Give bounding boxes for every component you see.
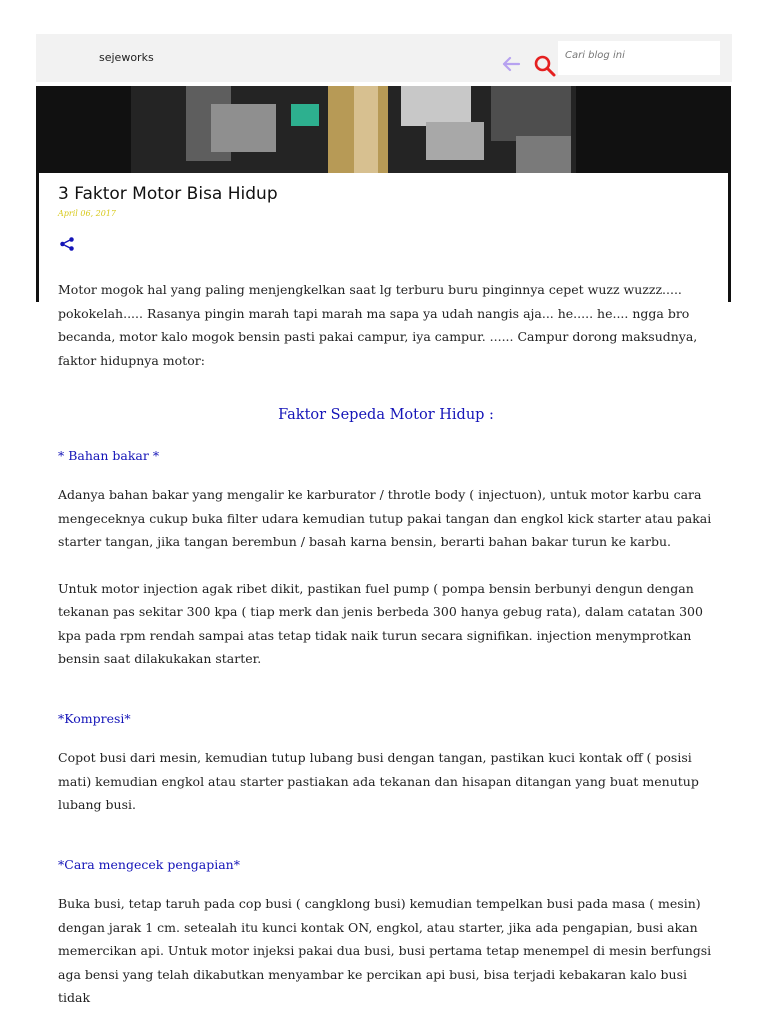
search-input[interactable] [563,49,707,62]
post-title[interactable]: 3 Faktor Motor Bisa Hidup [58,184,278,204]
share-icon[interactable] [58,235,76,253]
post-date[interactable]: April 06, 2017 [58,209,117,218]
subheading-fuel: * Bahan bakar * [58,447,160,463]
arrow-left-icon[interactable] [499,52,523,76]
post-body [58,278,714,1033]
site-name[interactable]: sejeworks [99,51,154,64]
intro-paragraph: Motor mogok hal yang paling menjengkelkan saat lg terburu buru pinginnya cepet wuzz wuzzz..... pokokelah..... Rasanya pingin marah tapi marah ma sapa ya udah nangis aja... he..... he.... ngga bro becanda, motor kalo mogok bensin pasti pakai campur, iya campur. ...... Campur dorong maksudnya, faktor hidupnya motor: [58,282,698,368]
top-bar [36,34,732,82]
subheading-ignition: *Cara mengecek pengapian* [58,856,240,872]
compression-paragraph: Copot busi dari mesin, kemudian tutup lubang busi dengan tangan, pastikan kuci kontak off ( posisi mati) kemudian engkol atau starter pastiakan ada tekanan dan hisapan ditangan yang buat menutup lubang busi. [58,750,699,812]
fuel-paragraph-2: Untuk motor injection agak ribet dikit, pastikan fuel pump ( pompa bensin berbunyi dengun dengan tekanan pas sekitar 300 kpa ( tiap merk dan jenis berbeda 300 hanya gebug rata), dalam catatan 300 kpa pada rpm rendah sampai atas tetap tidak naik turun secara signifikan. injection menymprotkan bensin saat dilakukakan starter. [58,580,703,666]
search-icon[interactable] [533,54,557,78]
header-banner-image [36,86,731,173]
content-frame-left [36,86,39,302]
section-title: Faktor Sepeda Motor Hidup : [278,407,494,423]
subheading-compression: *Kompresi* [58,710,131,726]
search-box [558,41,720,75]
content-frame-right [728,86,731,302]
fuel-paragraph-1: Adanya bahan bakar yang mengalir ke karburator / throtle body ( injectuon), untuk motor karbu cara mengeceknya cukup buka filter udara kemudian tutup pakai tangan dan engkol kick starter atau pakai starter tangan, jika tangan berembun / basah karna bensin, berarti bahan bakar turun ke karbu. [58,487,712,549]
ignition-paragraph: Buka busi, tetap taruh pada cop busi ( cangklong busi) kemudian tempelkan busi pada masa ( mesin) dengan jarak 1 cm. setealah itu kunci kontak ON, engkol, atau starter, jika ada pengapian, busi akan memercikan api. Untuk motor injeksi pakai dua busi, busi pertama tetap menempel di mesin berfungsi aga bensi yang telah dikabutkan menyambar ke percikan api busi, bisa terjadi kebakaran kalo busi tidak [58,896,712,1005]
